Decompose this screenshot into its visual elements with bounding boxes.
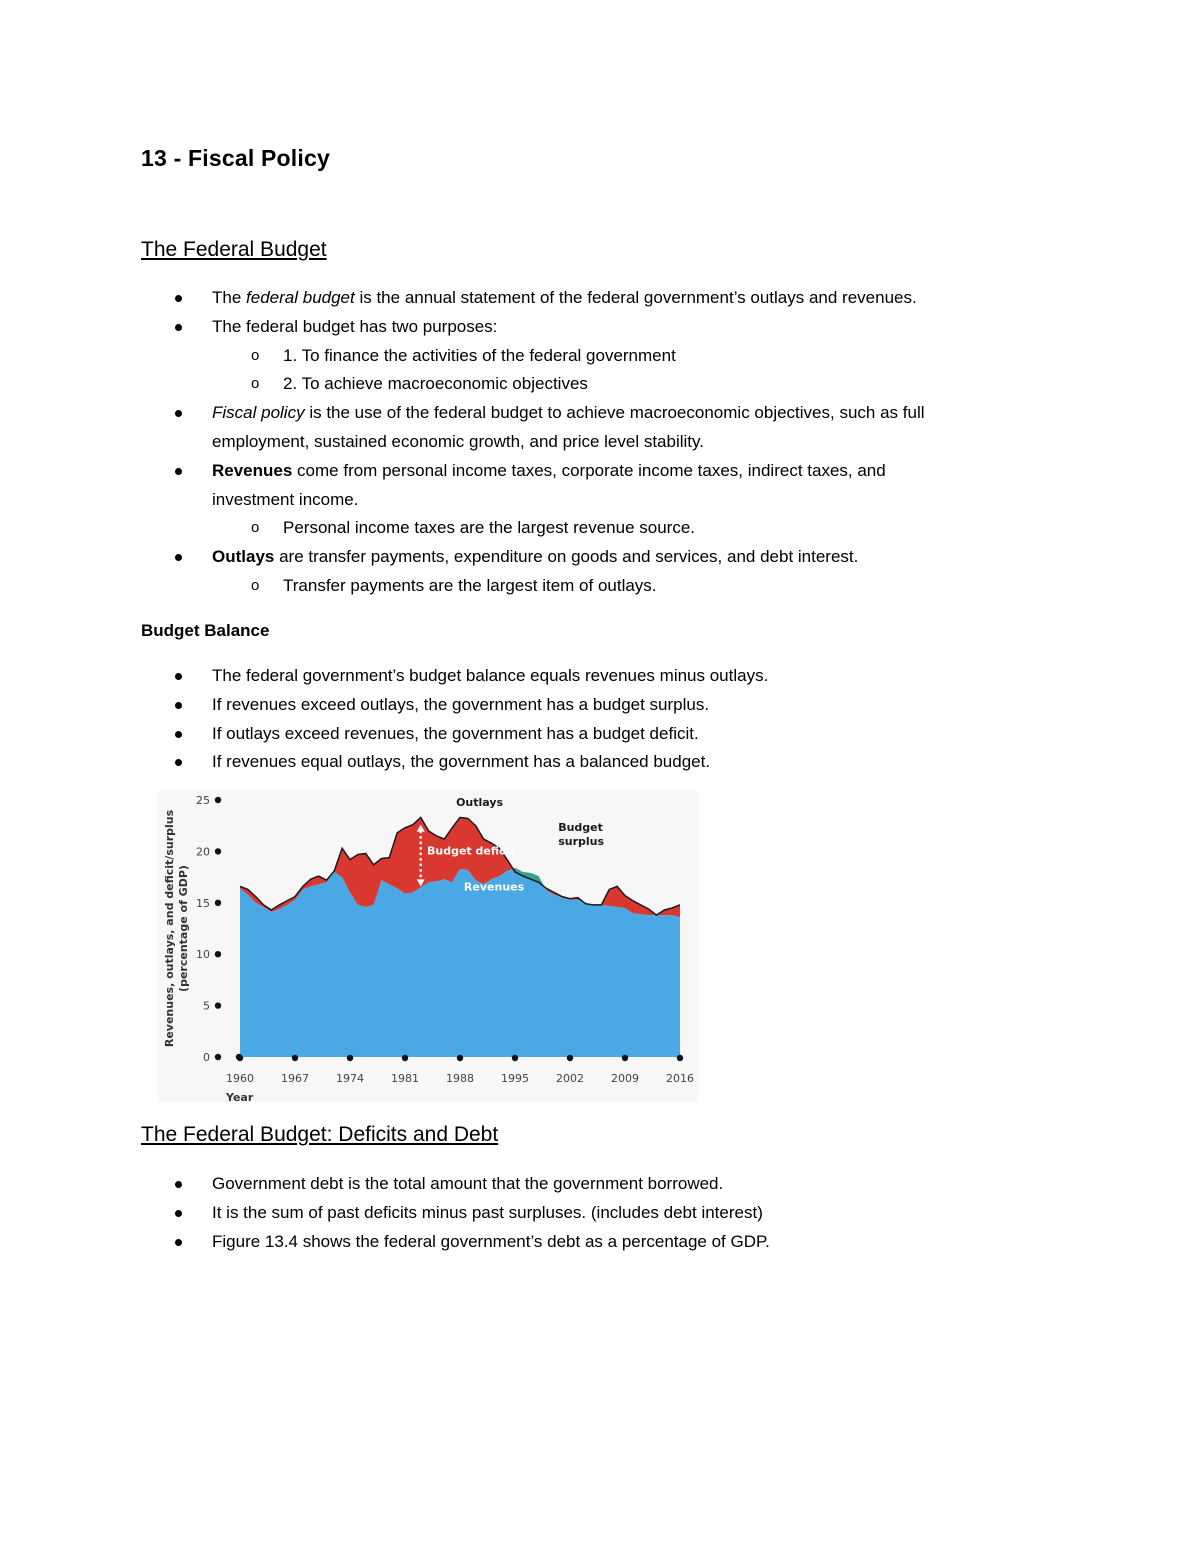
bullet-dot-icon — [175, 1181, 182, 1188]
y-tick-label: 15 — [196, 896, 210, 910]
x-tick-label: 1988 — [446, 1072, 474, 1085]
bullet-dot-icon — [175, 468, 182, 475]
list-item: Fiscal policy is the use of the federal budget to achieve macroeconomic objectives, such as full employment, sustained economic growth, and price level stability. — [141, 399, 1071, 457]
federal-budget-list — [141, 284, 1071, 601]
x-tick-dot — [347, 1055, 353, 1061]
x-tick-label: 2009 — [611, 1072, 639, 1085]
list-item: The federal government’s budget balance equals revenues minus outlays. — [141, 662, 1071, 691]
bullet-dot-icon — [175, 759, 182, 766]
sub-list-item: o Transfer payments are the largest item of outlays. — [141, 572, 1071, 601]
y-tick-label: 20 — [196, 845, 210, 859]
revenues-annotation: Revenues — [463, 880, 525, 894]
x-tick-dot — [512, 1055, 518, 1061]
x-tick-label: 1981 — [391, 1072, 419, 1085]
list-item: If revenues exceed outlays, the government has a budget surplus. — [141, 691, 1071, 720]
bullet-dot-icon — [175, 673, 182, 680]
y-tick-dot — [215, 900, 221, 906]
bullet-dot-icon — [175, 1210, 182, 1217]
list-item: It is the sum of past deficits minus past surpluses. (includes debt interest) — [141, 1199, 1071, 1228]
list-item: Revenues come from personal income taxes, corporate income taxes, indirect taxes, and investment income. — [141, 457, 1071, 515]
x-tick-dot — [567, 1055, 573, 1061]
list-item: If revenues equal outlays, the government has a balanced budget. — [141, 748, 1071, 777]
x-tick-label: 1974 — [336, 1072, 364, 1085]
list-item: Outlays are transfer payments, expenditure on goods and services, and debt interest. — [141, 543, 1071, 572]
bullet-dot-icon — [175, 702, 182, 709]
y-tick-dot — [215, 951, 221, 957]
budget-chart — [158, 790, 698, 1102]
bullet-dot-icon — [175, 324, 182, 331]
x-tick-dot — [622, 1055, 628, 1061]
circle-bullet-icon: o — [251, 519, 260, 537]
list-item: Government debt is the total amount that the government borrowed. — [141, 1170, 1071, 1199]
y-axis-label: Revenues, outlays, and deficit/surplus — [163, 809, 176, 1048]
page-title: 13 - Fiscal Policy — [141, 145, 330, 171]
circle-bullet-icon: o — [251, 576, 260, 594]
list-item: Figure 13.4 shows the federal government’s debt as a percentage of GDP. — [141, 1228, 1071, 1257]
x-axis-label: Year — [226, 1091, 254, 1102]
x-tick-dot — [292, 1055, 298, 1061]
list-item: If outlays exceed revenues, the government has a budget deficit. — [141, 720, 1071, 749]
term-revenues: Revenues — [212, 460, 293, 480]
x-tick-label: 1995 — [501, 1072, 529, 1085]
y-tick-dot — [215, 1002, 221, 1008]
circle-bullet-icon: o — [251, 346, 260, 364]
term-outlays: Outlays — [212, 547, 275, 567]
bullet-dot-icon — [175, 410, 182, 417]
term-fiscal-policy: Fiscal policy — [212, 403, 305, 423]
x-tick-dot — [237, 1055, 243, 1061]
bullet-dot-icon — [175, 295, 182, 302]
chart-svg — [158, 790, 698, 1102]
outlays-annotation: Outlays — [456, 796, 504, 810]
y-tick-label: 25 — [196, 794, 210, 807]
x-tick-label: 2016 — [666, 1072, 694, 1085]
y-tick-dot — [215, 848, 221, 854]
deficit-annotation: Budget deficit — [427, 844, 515, 858]
surplus-annotation: Budget — [558, 820, 603, 834]
bullet-dot-icon — [175, 554, 182, 561]
bullet-dot-icon — [175, 1239, 182, 1246]
x-tick-label: 1967 — [281, 1072, 309, 1085]
sub-list-item: o 1. To finance the activities of the federal government — [141, 342, 1071, 371]
y-tick-dot — [215, 1054, 221, 1060]
y-tick-label: 10 — [196, 948, 210, 962]
y-tick-label: 0 — [203, 1051, 210, 1064]
section-heading-federal-budget: The Federal Budget — [141, 238, 327, 261]
budget-balance-list — [141, 662, 1071, 777]
y-axis-sublabel: (percentage of GDP) — [177, 865, 190, 992]
x-tick-label: 1960 — [226, 1072, 254, 1085]
y-tick-label: 5 — [203, 999, 210, 1013]
deficits-debt-list — [141, 1170, 1071, 1256]
term-federal-budget: federal budget — [246, 288, 355, 307]
list-item: The federal budget is the annual statement of the federal government’s outlays and revenues. — [141, 284, 1071, 313]
circle-bullet-icon: o — [251, 375, 260, 393]
x-tick-dot — [677, 1055, 683, 1061]
section-heading-deficits-and-debt: The Federal Budget: Deficits and Debt — [141, 1123, 499, 1146]
subheading-budget-balance: Budget Balance — [141, 621, 270, 640]
x-tick-label: 2002 — [556, 1072, 584, 1085]
y-tick-dot — [215, 797, 221, 803]
x-tick-dot — [402, 1055, 408, 1061]
sub-list-item: o Personal income taxes are the largest revenue source. — [141, 514, 1071, 543]
sub-list-item: o 2. To achieve macroeconomic objectives — [141, 370, 1071, 399]
list-item: The federal budget has two purposes: — [141, 313, 1071, 342]
x-tick-dot — [457, 1055, 463, 1061]
bullet-dot-icon — [175, 731, 182, 738]
surplus-annotation: surplus — [558, 835, 605, 849]
